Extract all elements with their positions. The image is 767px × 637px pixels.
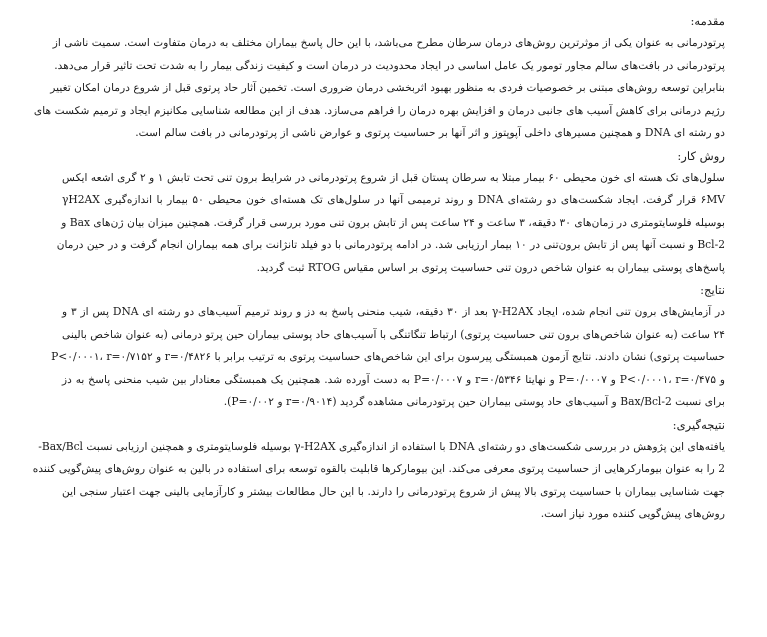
paragraph-line: ۶MV قرار گرفت. ایجاد شکست‌های دو رشته‌ای DNA و روند ترمیمی آنها در سلول‌های تک هسته‌ای خون محیطی ۵۰ بیمار با اندازه‌گیری γH2AX: [62, 193, 726, 206]
paragraph-line: پاسخ‌های پوستی بیماران به عنوان شاخص درون تنی حساسیت پرتوی بر اساس مقیاس RTOG ثبت گردید.: [256, 260, 725, 274]
paragraph-line: جهت شناسایی بیماران با حساسیت پرتوی بالا پیش از شروع پرتودرمانی را دارند. با این حال مطالعات بیشتر و کارآزمایی بالینی جهت اعتبار سنجی این: [62, 484, 725, 498]
section-heading: نتیجه‌گیری:: [672, 417, 725, 432]
paragraph-line: حساسیت پرتوی) نشان دادند. نتایج آزمون همبستگی پیرسون برای این شاخص‌های حساسیت پرتوی به ترتیب برابر با r=۰/۴۸۲۶ و P<۰/۰۰۰۱، r=۰/۷۱۵۲: [51, 350, 725, 363]
section-results: [51, 279, 726, 414]
paragraph-line: و P<۰/۰۰۰۱، r=۰/۴۷۵ و P=۰/۰۰۰۷ و نهایتا r=۰/۵۳۴۶ و P=۰/۰۰۰۷ به دست آورده شد. همچنین یک همبستگی معنادار بین شیب منحنی پاسخ به دز: [62, 372, 726, 386]
paragraph-line: رژیم درمانی برای کاهش آسیب های جانبی درمان و افزایش بهره درمان را فراهم می‌سازد. هدف از این مطالعه شناسایی مکانیزم ایجاد و ترمیم شکست های: [33, 103, 725, 117]
paragraph-line: در آزمایش‌های برون تنی انجام شده، ایجاد γ-H2AX بعد از ۳۰ دقیقه، شیب منحنی پاسخ به دز و روند ترمیم آسیب‌های دو رشته ای DNA پس از ۳ و: [62, 305, 725, 318]
paragraph-line: بوسیله فلوسایتومتری در زمان‌های ۳۰ دقیقه، ۳ ساعت و ۲۴ ساعت پس از تابش برون تنی مورد بررسی قرار گرفت. همچنین میزان بیان ژن‌های Bax و: [61, 215, 725, 229]
paragraph-line: سلول‌های تک هسته ای خون محیطی ۶۰ بیمار مبتلا به سرطان پستان قبل از شروع پرتودرمانی در شرایط برون تنی تحت تابش ۱ و ۲ گری اشعه ایکس: [62, 170, 725, 184]
paragraph-line: بنابراین توسعه روش‌های مبتنی بر خصوصیات فردی به منظور بهبود اثربخشی درمان ضروری است. تخمین آثار حاد پرتوی قبل از شروع درمان امکان تغییر: [50, 81, 725, 94]
paragraph-line: یافته‌های این پژوهش در بررسی شکست‌های دو رشته‌ای DNA با استفاده از اندازه‌گیری γ-H2AX بوسیله فلوسایتومتری و همچنین ارزیابی نسبت Bax/Bcl-: [38, 439, 725, 453]
abstract-body: [32, 10, 726, 526]
section-methods: [56, 145, 726, 280]
section-conclusion: [32, 414, 725, 526]
section-introduction: [33, 10, 725, 145]
paragraph-line: پرتودرمانی به عنوان یکی از موثرترین روش‌های درمان سرطان مطرح می‌باشد، با این حال پاسخ بیماران مختلف به درمان متفاوت است. سمیت ناشی از: [52, 36, 725, 49]
paragraph-line: 2 را به عنوان بیومارکرهایی از حساسیت پرتوی معرفی می‌کند. این بیومارکرها قابلیت بالقوه توسعه برای استفاده در بالین به عنوان روش‌های پیش‌گویی کننده: [32, 462, 725, 475]
section-heading: مقدمه:: [690, 14, 725, 28]
section-heading: نتایج:: [700, 283, 725, 297]
section-heading: روش کار:: [677, 148, 725, 163]
paragraph-line: روش‌های پیش‌گویی کننده مورد نیاز است.: [540, 507, 725, 520]
paragraph-line: پرتودرمانی در بافت‌های سالم مجاور تومور یک عامل اساسی در ایجاد محدودیت در درمان است و کیفیت زندگی بیمار را به شدت تحت تاثیر قرار می‌دهد.: [54, 58, 725, 72]
paragraph-line: ۲۴ ساعت (به عنوان شاخص‌های برون تنی حساسیت پرتوی) ارتباط تنگاتنگی با آسیب‌های حاد پوستی بیماران حین پرتو درمانی (به عنوان شاخص بالینی: [62, 327, 725, 341]
paragraph-line: Bcl-2 و نسبت آنها پس از تابش برون‌تنی در ۱۰ بیمار ارزیابی شد. در ادامه پرتودرمانی با دو فیلد تانژانت برای همه بیماران انجام گرفت و در حین درمان: [56, 238, 725, 251]
paragraph-line: دو رشته ای DNA و همچنین مسیرهای داخلی آپوپتوز و اثر آنها بر حساسیت پرتوی و عوارض ناشی از پرتودرمانی در بافت سالم است.: [135, 126, 725, 139]
paragraph-line: برای نسبت Bax/Bcl-2 و آسیب‌های حاد پوستی بیماران حین پرتودرمانی مشاهده گردید (r=۰/۹۰۱۴ و P=۰/۰۰۲).: [223, 395, 725, 408]
